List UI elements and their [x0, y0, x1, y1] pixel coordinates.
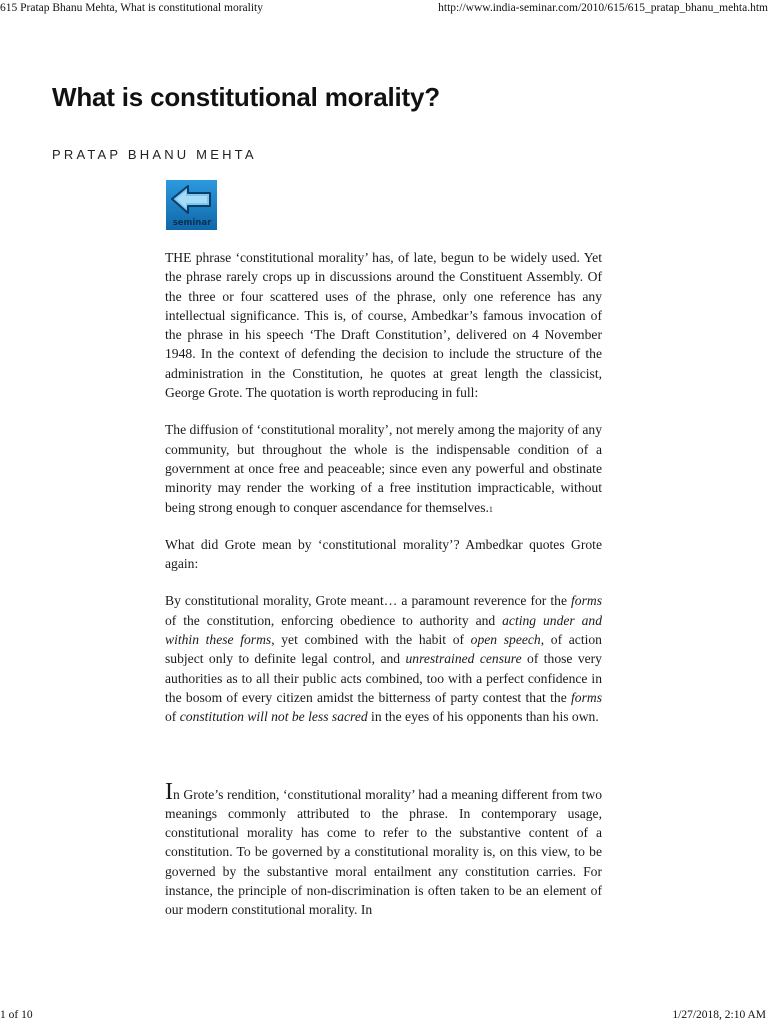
print-header-url: http://www.india-seminar.com/2010/615/615_pratap_bhanu_mehta.htm — [438, 2, 768, 14]
author-byline: PRATAP BHANU MEHTA — [52, 147, 257, 162]
quote-1: The diffusion of ‘constitutional morality’, not merely among the majority of any community, but throughout the whole is the indispensable condition of a government at once free and peaceable; since even any powerful and obstinate minority may render the working of a free institution impracticable, without being strong enough to conquer ascendance for themselves.$^1$ — [165, 422, 602, 515]
seminar-back-arrow-icon[interactable] — [166, 180, 217, 230]
print-header — [0, 0, 768, 16]
print-footer — [0, 1007, 768, 1024]
page-title: What is constitutional morality? — [52, 82, 440, 112]
print-header-title: 615 Pratap Bhanu Mehta, What is constitutional morality — [0, 2, 263, 14]
quote-2: By constitutional morality, Grote meant… a paramount reverence for the forms of the constitution, enforcing obedience to authority and acting under and within these forms, yet combined with the habit of open speech, of action subject only to definite legal control, and unrestrained censure of those very authorities as to all their public acts combined, too with a perfect confidence in the bosom of every citizen amidst the bitterness of party contest that the forms of constitution will not be less sacred in the eyes of his opponents than his own. — [165, 593, 602, 725]
paragraph-2: What did Grote mean by ‘constitutional morality’? Ambedkar quotes Grote again: — [165, 536, 602, 572]
logo-text: seminar — [172, 218, 212, 228]
drop-cap: I — [165, 778, 173, 805]
paragraph-1: THE phrase ‘constitutional morality’ has, of late, begun to be widely used. Yet the phrase rarely crops up in discussions around the Constituent Assembly. Of the three or four scattered uses of the phrase, only one reference has any intellectual significance. This is, of course, Ambedkar’s famous invocation of the phrase in his speech ‘The Draft Constitution’, delivered on 4 November 1948. In the context of defending the decision to include the structure of the administration in the Constitution, he quotes at great length the classicist, George Grote. The quotation is worth reproducing in full: — [165, 250, 602, 401]
article-body — [165, 248, 602, 938]
page-number: 1 of 10 — [0, 1009, 33, 1021]
footnote-marker[interactable]: 1 — [488, 504, 493, 514]
print-timestamp: 1/27/2018, 2:10 AM — [672, 1009, 766, 1021]
paragraph-3: In Grote’s rendition, ‘constitutional morality’ had a meaning different from two meanings commonly attributed to the phrase. In contemporary usage, constitutional morality has come to refer to the substantive content of a constitution. To be governed by a constitutional morality is, on this view, to be governed by the substantive moral entailment any constitution carries. For instance, the principle of non-discrimination is often taken to be an element of our modern constitutional morality. In — [165, 778, 602, 918]
